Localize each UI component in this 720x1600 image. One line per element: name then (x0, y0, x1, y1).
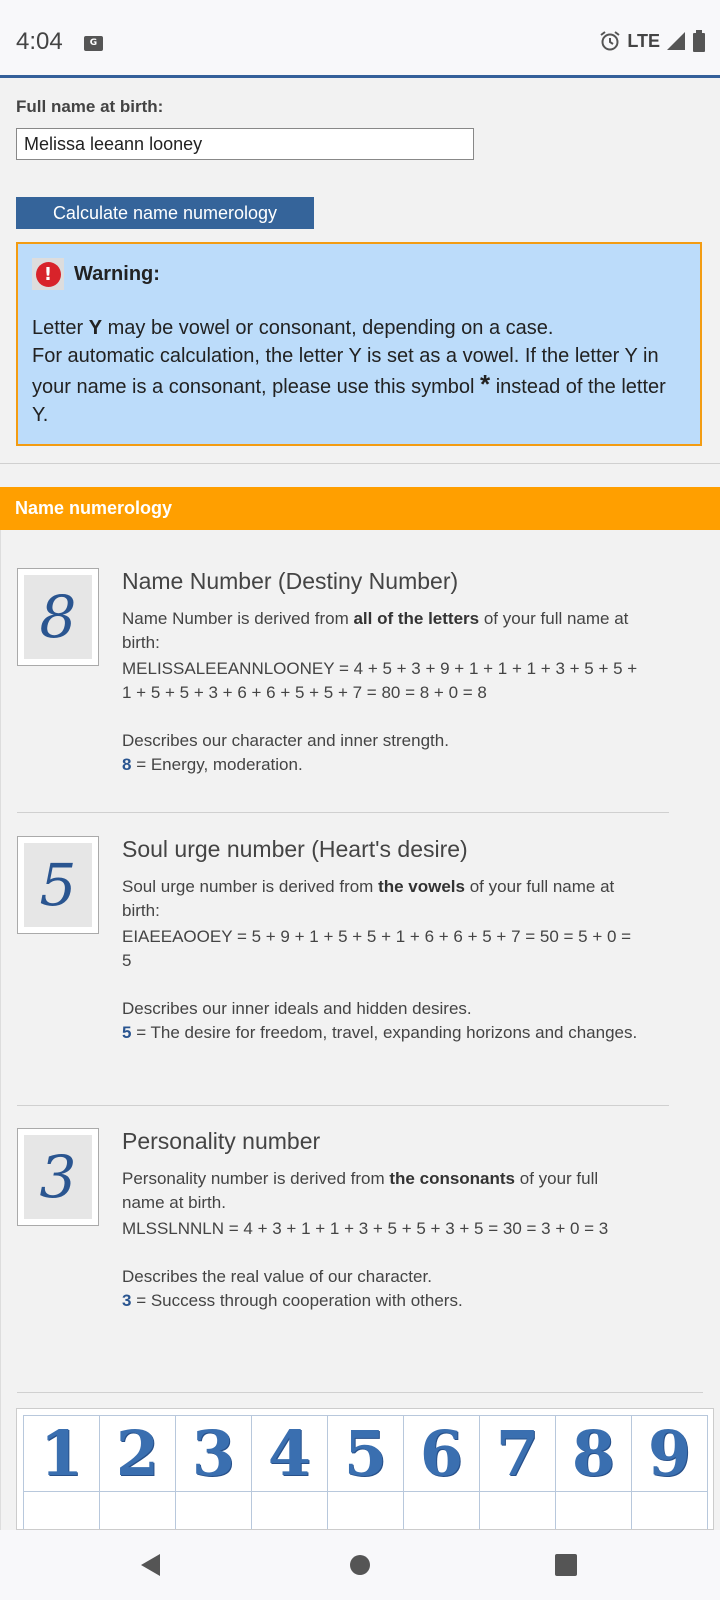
grid-cell (480, 1492, 556, 1531)
network-type: LTE (627, 30, 660, 51)
grid-cell (100, 1492, 176, 1531)
number-title: Name Number (Destiny Number) (122, 568, 459, 594)
soul-urge-block (17, 836, 669, 1096)
number-description: Name Number is derived from all of the letters of your full name at birth: (122, 609, 629, 652)
divider (17, 812, 669, 813)
number-formula: MLSSLNNLN = 4 + 3 + 1 + 1 + 3 + 5 + 5 + 3 + 5 = 30 = 3 + 0 = 3 (122, 1219, 609, 1238)
warning-title: Warning: (74, 262, 160, 285)
name-label: Full name at birth: (16, 97, 164, 116)
battery-icon (692, 30, 706, 52)
status-bar (0, 0, 720, 78)
warning-icon: ! (32, 258, 64, 290)
notification-g-icon: G (84, 36, 103, 51)
grid-digit: 6 (404, 1416, 480, 1492)
warning-text: Letter Y may be vowel or consonant, depending on a case. For automatic calculation, the letter Y is set as a vowel. If the letter Y in your name is a consonant, please use this symbol * instead of the letter Y. (32, 317, 666, 426)
grid-cell (24, 1492, 100, 1531)
number-box (17, 568, 99, 666)
calculate-button[interactable]: Calculate name numerology (16, 197, 314, 229)
grid-digit: 9 (632, 1416, 708, 1492)
recents-icon[interactable] (554, 1554, 578, 1576)
name-input[interactable] (16, 128, 474, 160)
grid-cell (556, 1492, 632, 1531)
number-value: 5 (24, 843, 92, 927)
navigation-bar (0, 1530, 720, 1600)
divider (0, 463, 720, 464)
section-title: Name numerology (0, 487, 720, 530)
alarm-icon (599, 30, 621, 52)
number-title: Personality number (122, 1128, 321, 1154)
grid-digit: 2 (100, 1416, 176, 1492)
grid-digit: 5 (328, 1416, 404, 1492)
grid-digit: 7 (480, 1416, 556, 1492)
number-box (17, 836, 99, 934)
grid-digit: 4 (252, 1416, 328, 1492)
number-meaning: Describes the real value of our character. 3 = Success through cooperation with others. (122, 1267, 463, 1310)
grid-cell (176, 1492, 252, 1531)
status-time: 4:04 (16, 28, 63, 55)
letter-y: Y (88, 317, 103, 339)
back-icon[interactable] (138, 1552, 164, 1578)
numerology-grid (16, 1408, 714, 1530)
symbol-star: * (480, 369, 491, 399)
number-title: Soul urge number (Heart's desire) (122, 836, 468, 862)
number-meaning: Describes our inner ideals and hidden desires. 5 = The desire for freedom, travel, expanding horizons and changes. (122, 999, 638, 1042)
warning-box (16, 242, 702, 446)
number-value: 3 (24, 1135, 92, 1219)
grid-digit: 1 (24, 1416, 100, 1492)
number-description: Soul urge number is derived from the vowels of your full name at birth: (122, 877, 615, 920)
grid-cell (328, 1492, 404, 1531)
number-value: 8 (24, 575, 92, 659)
grid-cell (632, 1492, 708, 1531)
grid-cell (252, 1492, 328, 1531)
signal-icon (666, 31, 686, 51)
number-formula: EIAEEAOOEY = 5 + 9 + 1 + 5 + 5 + 1 + 6 + 6 + 5 + 7 = 50 = 5 + 0 = 5 (122, 927, 632, 970)
grid-digit: 8 (556, 1416, 632, 1492)
grid-cell (404, 1492, 480, 1531)
name-number-block (17, 568, 669, 798)
divider (17, 1105, 669, 1106)
divider (17, 1392, 703, 1393)
home-icon[interactable] (349, 1554, 371, 1576)
number-box (17, 1128, 99, 1226)
number-formula: MELISSALEEANNLOONEY = 4 + 5 + 3 + 9 + 1 + 1 + 1 + 3 + 5 + 5 + 1 + 5 + 5 + 3 + 6 + 6 + 5 + 5 + 7 = 80 = 8 + 0 = 8 (122, 659, 638, 702)
grid-digit: 3 (176, 1416, 252, 1492)
numerology-content (0, 530, 720, 1530)
number-meaning: Describes our character and inner strength. 8 = Energy, moderation. (122, 731, 449, 774)
personality-block (17, 1128, 669, 1368)
number-description: Personality number is derived from the consonants of your full name at birth. (122, 1169, 599, 1212)
